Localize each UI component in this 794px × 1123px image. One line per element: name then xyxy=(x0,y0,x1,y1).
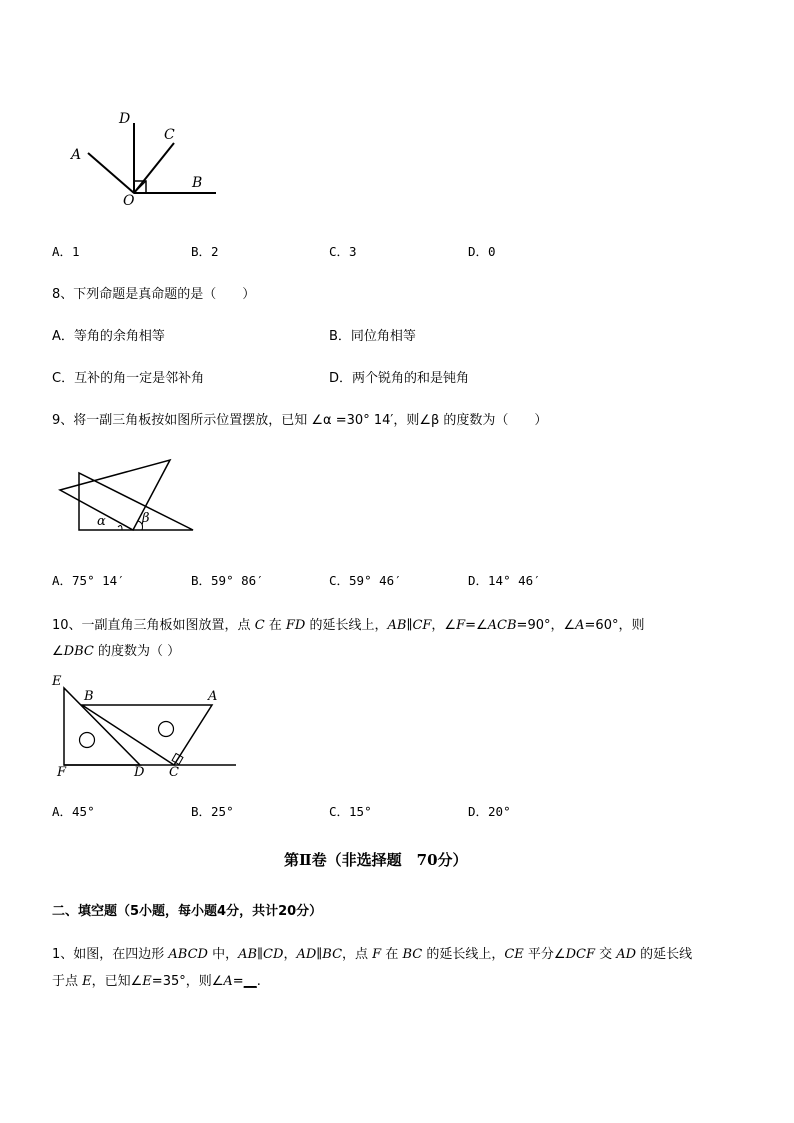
q10-text: 在 xyxy=(264,618,286,633)
fig9-label-beta: β xyxy=(142,511,150,526)
fill1-stem-line2 xyxy=(52,970,261,989)
q10-text: 的延长线上， xyxy=(305,618,388,633)
fill1-text: ，点 xyxy=(342,947,373,962)
section-fill-in-title: 二、填空题（5小题，每小题4分，共计20分） xyxy=(52,904,323,919)
q10-option-a[interactable]: A．45° xyxy=(52,804,95,819)
fill1-text: 的延长线 xyxy=(636,947,693,962)
q10-var: ACB xyxy=(487,618,517,633)
q10-text: ，∠ xyxy=(431,618,457,633)
triangle-efd xyxy=(64,688,140,765)
q10-text: ∠ xyxy=(52,644,64,659)
q7-option-d[interactable]: D．0 xyxy=(468,244,496,259)
q9-stem: 9、将一副三角板按如图所示位置摆放，已知 ∠α =30° 14′，则∠β 的度数为（ ） xyxy=(52,413,548,428)
fill1-text: = xyxy=(232,974,244,989)
fill1-text: 在 xyxy=(381,947,403,962)
q10-text: =90°，∠ xyxy=(516,618,576,633)
hole-left-triangle xyxy=(80,733,95,748)
fill1-text: 的延长线上， xyxy=(422,947,505,962)
q10-stem-line2 xyxy=(52,640,180,659)
fill1-var: A xyxy=(223,974,233,989)
fill1-text: =35°，则∠ xyxy=(151,974,224,989)
q10-option-c[interactable]: C．15° xyxy=(329,804,372,819)
fill1-text: ， xyxy=(283,947,297,962)
q8-option-c[interactable]: C．互补的角一定是邻补角 xyxy=(52,371,205,386)
fill1-text: 1、如图，在四边形 xyxy=(52,947,169,962)
q7-option-b[interactable]: B．2 xyxy=(191,244,219,259)
q9-option-a[interactable]: A．75° 14′ xyxy=(52,573,125,588)
q10-text: 10、一副直角三角板如图放置，点 xyxy=(52,618,255,633)
q10-var: F xyxy=(456,618,466,633)
part-two-title: 第Ⅱ卷（非选择题 70分） xyxy=(284,851,468,869)
fig10-label-c: C xyxy=(169,765,179,780)
fill1-stem-line1 xyxy=(52,943,692,962)
q10-var: DBC xyxy=(63,644,94,659)
q8-option-d[interactable]: D．两个锐角的和是钝角 xyxy=(329,371,470,386)
fill1-var: AB∥CD xyxy=(238,947,284,962)
fig7-label-a: A xyxy=(71,147,82,163)
q10-var: AB∥CF xyxy=(387,618,432,633)
fill1-var: E xyxy=(82,974,92,989)
fig7-label-c: C xyxy=(164,127,175,143)
hole-right-triangle xyxy=(159,722,174,737)
figure-q7-angles xyxy=(60,108,230,218)
fill1-var: E xyxy=(142,974,152,989)
triangle-bca xyxy=(82,705,212,765)
fill1-text: ，已知∠ xyxy=(91,974,143,989)
q7-option-c[interactable]: C．3 xyxy=(329,244,357,259)
q7-option-a[interactable]: A．1 xyxy=(52,244,80,259)
fill1-text: 平分∠ xyxy=(523,947,566,962)
fig10-label-d: D xyxy=(134,765,145,780)
fill1-text: 中， xyxy=(207,947,239,962)
q8-stem: 8、下列命题是真命题的是（ ） xyxy=(52,287,256,302)
q10-var: A xyxy=(575,618,585,633)
fill1-var: F xyxy=(372,947,382,962)
fig10-label-b: B xyxy=(84,689,94,704)
q10-var: C xyxy=(254,618,265,633)
q10-var: FD xyxy=(285,618,306,633)
fig10-label-a: A xyxy=(208,689,218,704)
fill1-text: 交 xyxy=(594,947,617,962)
q8-option-a[interactable]: A．等角的余角相等 xyxy=(52,329,165,344)
fill1-var: CE xyxy=(504,947,524,962)
fill1-var: AD xyxy=(616,947,637,962)
q10-text: =∠ xyxy=(465,618,488,633)
fig9-label-alpha: α xyxy=(97,514,106,529)
fig7-label-b: B xyxy=(192,175,203,191)
q8-option-b[interactable]: B．同位角相等 xyxy=(329,329,416,344)
q10-option-b[interactable]: B．25° xyxy=(191,804,234,819)
q10-text: =60°，则 xyxy=(584,618,645,633)
fill1-var: DCF xyxy=(565,947,595,962)
ray-oa xyxy=(88,153,134,193)
fill1-text: 于点 xyxy=(52,974,83,989)
figure-q9-set-squares xyxy=(56,457,196,535)
ray-oc xyxy=(134,143,174,193)
fill1-var: BC xyxy=(402,947,423,962)
fill1-var: ABCD xyxy=(168,947,208,962)
q9-option-c[interactable]: C．59° 46′ xyxy=(329,573,402,588)
fig7-label-d: D xyxy=(119,111,131,127)
q10-option-d[interactable]: D．20° xyxy=(468,804,511,819)
fig10-label-f: F xyxy=(57,765,67,780)
fill1-answer-blank[interactable]: __ xyxy=(243,974,257,989)
q9-option-d[interactable]: D．14° 46′ xyxy=(468,573,541,588)
q10-text: 的度数为（ ） xyxy=(93,644,181,659)
fill1-var: AD∥BC xyxy=(296,947,343,962)
triangle-tilted xyxy=(60,460,170,530)
right-angle-mark-inner xyxy=(134,181,146,193)
q9-option-b[interactable]: B．59° 86′ xyxy=(191,573,264,588)
fill1-text: . xyxy=(256,974,261,989)
fig10-label-e: E xyxy=(52,674,62,689)
q10-stem-line1 xyxy=(52,614,644,633)
fig7-label-o: O xyxy=(123,193,135,209)
